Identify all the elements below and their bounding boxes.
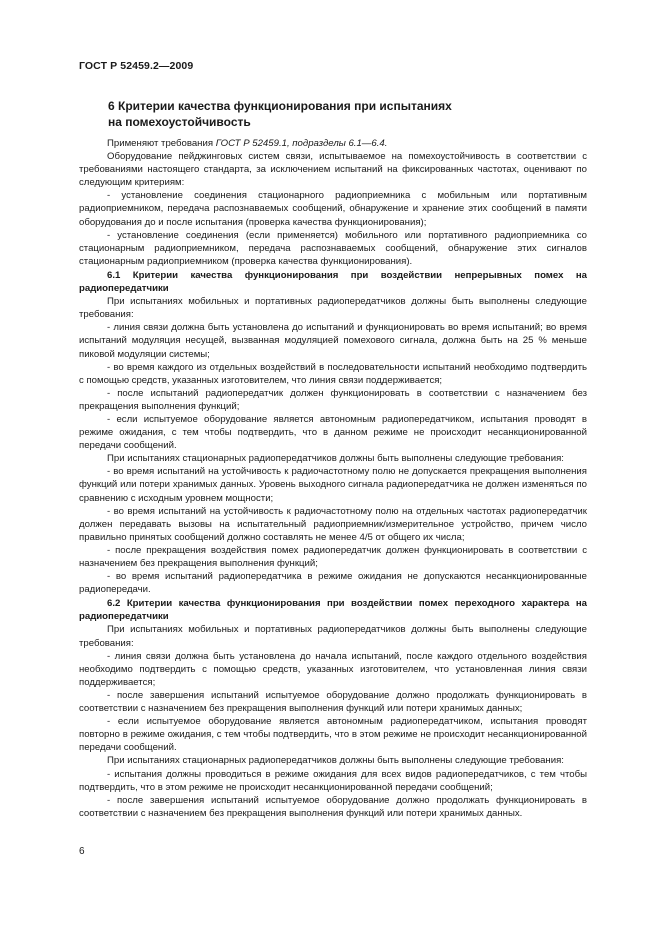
- list-item: - линия связи должна быть установлена до начала испытаний, после каждого отдельного воздействия необходимо подтвердить с помощью средств, указанных изготовителем, что установленная линия связи поддерживается;: [79, 650, 587, 688]
- page-number: 6: [79, 846, 85, 857]
- standard-reference: ГОСТ Р 52459.1, подразделы 6.1—6.4.: [215, 138, 388, 149]
- list-item: - линия связи должна быть установлена до испытаний и функционировать во время испытаний; во время испытаний модуляция несущей, вызванная модуляцией помехового сигнала, должна быть на 25 % меньше пиковой модуляции системы;: [79, 322, 587, 360]
- paragraph: Оборудование пейджинговых систем связи, испытываемое на помехоустойчивость в соответствии с требованиями настоящего стандарта, за исключением испытаний на фиксированных частотах, оценивают по следующим критериям:: [79, 151, 587, 189]
- subsection-heading-6-1: 6.1 Критерии качества функционирования при воздействии непрерывных помех на радиопередатчики: [79, 269, 587, 295]
- list-item: - во время каждого из отдельных воздействий в последовательности испытаний необходимо подтвердить с помощью средств, указанных изготовителем, что линия связи поддерживается;: [79, 361, 587, 386]
- list-item: - во время испытаний на устойчивость к радиочастотному полю не допускается прекращения выполнения функций или потери хранимых данных. Уровень выходного сигнала радиопередатчика не должен изменяться по сравнению с исходным уровнем мощности;: [79, 466, 587, 504]
- list-item: - во время испытаний на устойчивость к радиочастотному полю на отдельных частотах радиопередатчик должен передавать вызовы на испытательный радиоприемник/измерительное устройство, причем число правильно принятых сообщений должно составлять не менее 4/5 от общего их числа;: [79, 505, 587, 543]
- list-item: - испытания должны проводиться в режиме ожидания для всех видов радиопередатчиков, с тем чтобы подтвердить, что в этом режиме не происходит несанкционированной передачи сообщений;: [79, 768, 587, 793]
- subsection-heading-6-2: 6.2 Критерии качества функционирования при воздействии помех переходного характера на радиопередатчики: [79, 598, 587, 623]
- section-title-line-1: 6 Критерии качества функционирования при испытаниях: [108, 99, 452, 113]
- list-item: - после испытаний радиопередатчик должен функционировать в соответствии с назначением без прекращения выполнения функций;: [79, 387, 587, 412]
- paragraph: [79, 137, 587, 150]
- list-item: - во время испытаний радиопередатчика в режиме ожидания не допускаются несанкционированные радиопередачи.: [79, 571, 587, 596]
- paragraph: При испытаниях мобильных и портативных радиопередатчиков должны быть выполнены следующие требования:: [79, 296, 587, 321]
- list-item: - если испытуемое оборудование является автономным радиопередатчиком, испытания проводят в режиме ожидания, с тем чтобы подтвердить, что в данном режиме не происходит несанкционированной передачи сообщений.: [79, 413, 587, 452]
- list-item: - после прекращения воздействия помех радиопередатчик должен функционировать в соответствии с назначением без прекращения выполнения функций;: [79, 544, 587, 569]
- section-title: [108, 98, 588, 130]
- paragraph: При испытаниях стационарных радиопередатчиков должны быть выполнены следующие требования:: [107, 453, 564, 465]
- list-item: - установление соединения стационарного радиоприемника с мобильным или портативным радиоприемником, передача распознаваемых сообщений, обнаружение и хранение этих сообщений в памяти оборудования до и после испытания (проверка качества функционирования);: [79, 190, 587, 228]
- list-item: - установление соединения (если применяется) мобильного или портативного радиоприемника со стационарным радиоприемником, передача распознаваемых сообщений, обнаружение этих сигналов стационарным радиоприемником (проверка качества функционирования).: [79, 229, 587, 267]
- section-title-line-2: на помехоустойчивость: [108, 115, 251, 129]
- paragraph: При испытаниях мобильных и портативных радиопередатчиков должны быть выполнены следующие требования:: [79, 624, 587, 649]
- document-header: ГОСТ Р 52459.2—2009: [79, 60, 194, 72]
- list-item: - если испытуемое оборудование является автономным радиопередатчиком, испытания проводят повторно в режиме ожидания, с тем чтобы подтвердить, что в этом режиме не происходит несанкционированной передачи сообщений.: [79, 716, 587, 754]
- document-body: [79, 137, 587, 820]
- paragraph: При испытаниях стационарных радиопередатчиков должны быть выполнены следующие требования:: [107, 755, 564, 767]
- list-item: - после завершения испытаний испытуемое оборудование должно продолжать функционировать в соответствии с назначением без прекращения выполнения функций или потери хранимых данных;: [79, 689, 587, 715]
- intro-prefix: Применяют требования: [107, 138, 216, 149]
- list-item: - после завершения испытаний испытуемое оборудование должно продолжать функционировать в соответствии с назначением без прекращения выполнения функций или потери хранимых данных.: [79, 794, 587, 819]
